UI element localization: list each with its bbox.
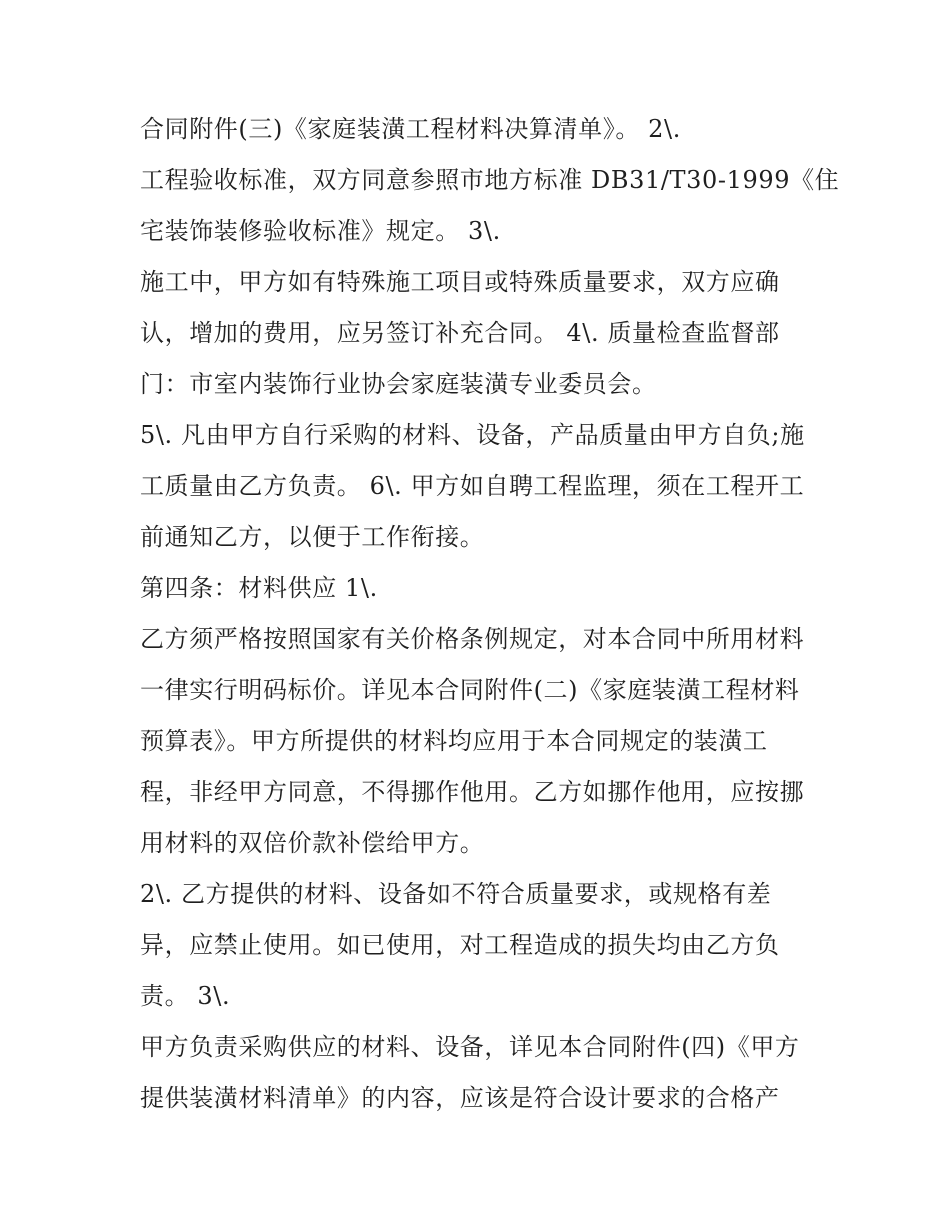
- text-line: 异，应禁止使用。如已使用，对工程造成的损失均由乙方负: [140, 931, 780, 959]
- text-line: 责。 3\.: [140, 982, 231, 1010]
- text-line: 预算表》。甲方所提供的材料均应用于本合同规定的装潢工: [140, 727, 768, 755]
- text-line: 工程验收标准，双方同意参照市地方标准 DB31/T30-1999《住: [140, 166, 840, 194]
- text-line: 合同附件(三)《家庭装潢工程材料决算清单》。 2\.: [140, 115, 681, 143]
- text-line: 2\. 乙方提供的材料、设备如不符合质量要求，或规格有差: [140, 880, 772, 908]
- text-line: 工质量由乙方负责。 6\. 甲方如自聘工程监理，须在工程开工: [140, 472, 805, 500]
- text-line: 前通知乙方，以便于工作衔接。: [140, 523, 485, 551]
- document-body: [140, 104, 840, 1124]
- text-line: 乙方须严格按照国家有关价格条例规定，对本合同中所用材料: [140, 625, 805, 653]
- text-line: 门：市室内装饰行业协会家庭装潢专业委员会。: [140, 370, 657, 398]
- text-line: 认，增加的费用，应另签订补充合同。 4\. 质量检查监督部: [140, 319, 780, 347]
- text-line: 第四条：材料供应 1\.: [140, 574, 378, 602]
- text-line: 施工中，甲方如有特殊施工项目或特殊质量要求，双方应确: [140, 268, 780, 296]
- text-line: 甲方负责采购供应的材料、设备，详见本合同附件(四)《甲方: [140, 1033, 800, 1061]
- text-line: 用材料的双倍价款补偿给甲方。: [140, 829, 485, 857]
- text-line: 一律实行明码标价。详见本合同附件(二)《家庭装潢工程材料: [140, 676, 800, 704]
- text-line: 程，非经甲方同意，不得挪作他用。乙方如挪作他用，应按挪: [140, 778, 805, 806]
- text-line: 宅装饰装修验收标准》规定。 3\.: [140, 217, 501, 245]
- text-line: 提供装潢材料清单》的内容，应该是符合设计要求的合格产: [140, 1084, 780, 1112]
- text-line: 5\. 凡由甲方自行采购的材料、设备，产品质量由甲方自负;施: [140, 421, 805, 449]
